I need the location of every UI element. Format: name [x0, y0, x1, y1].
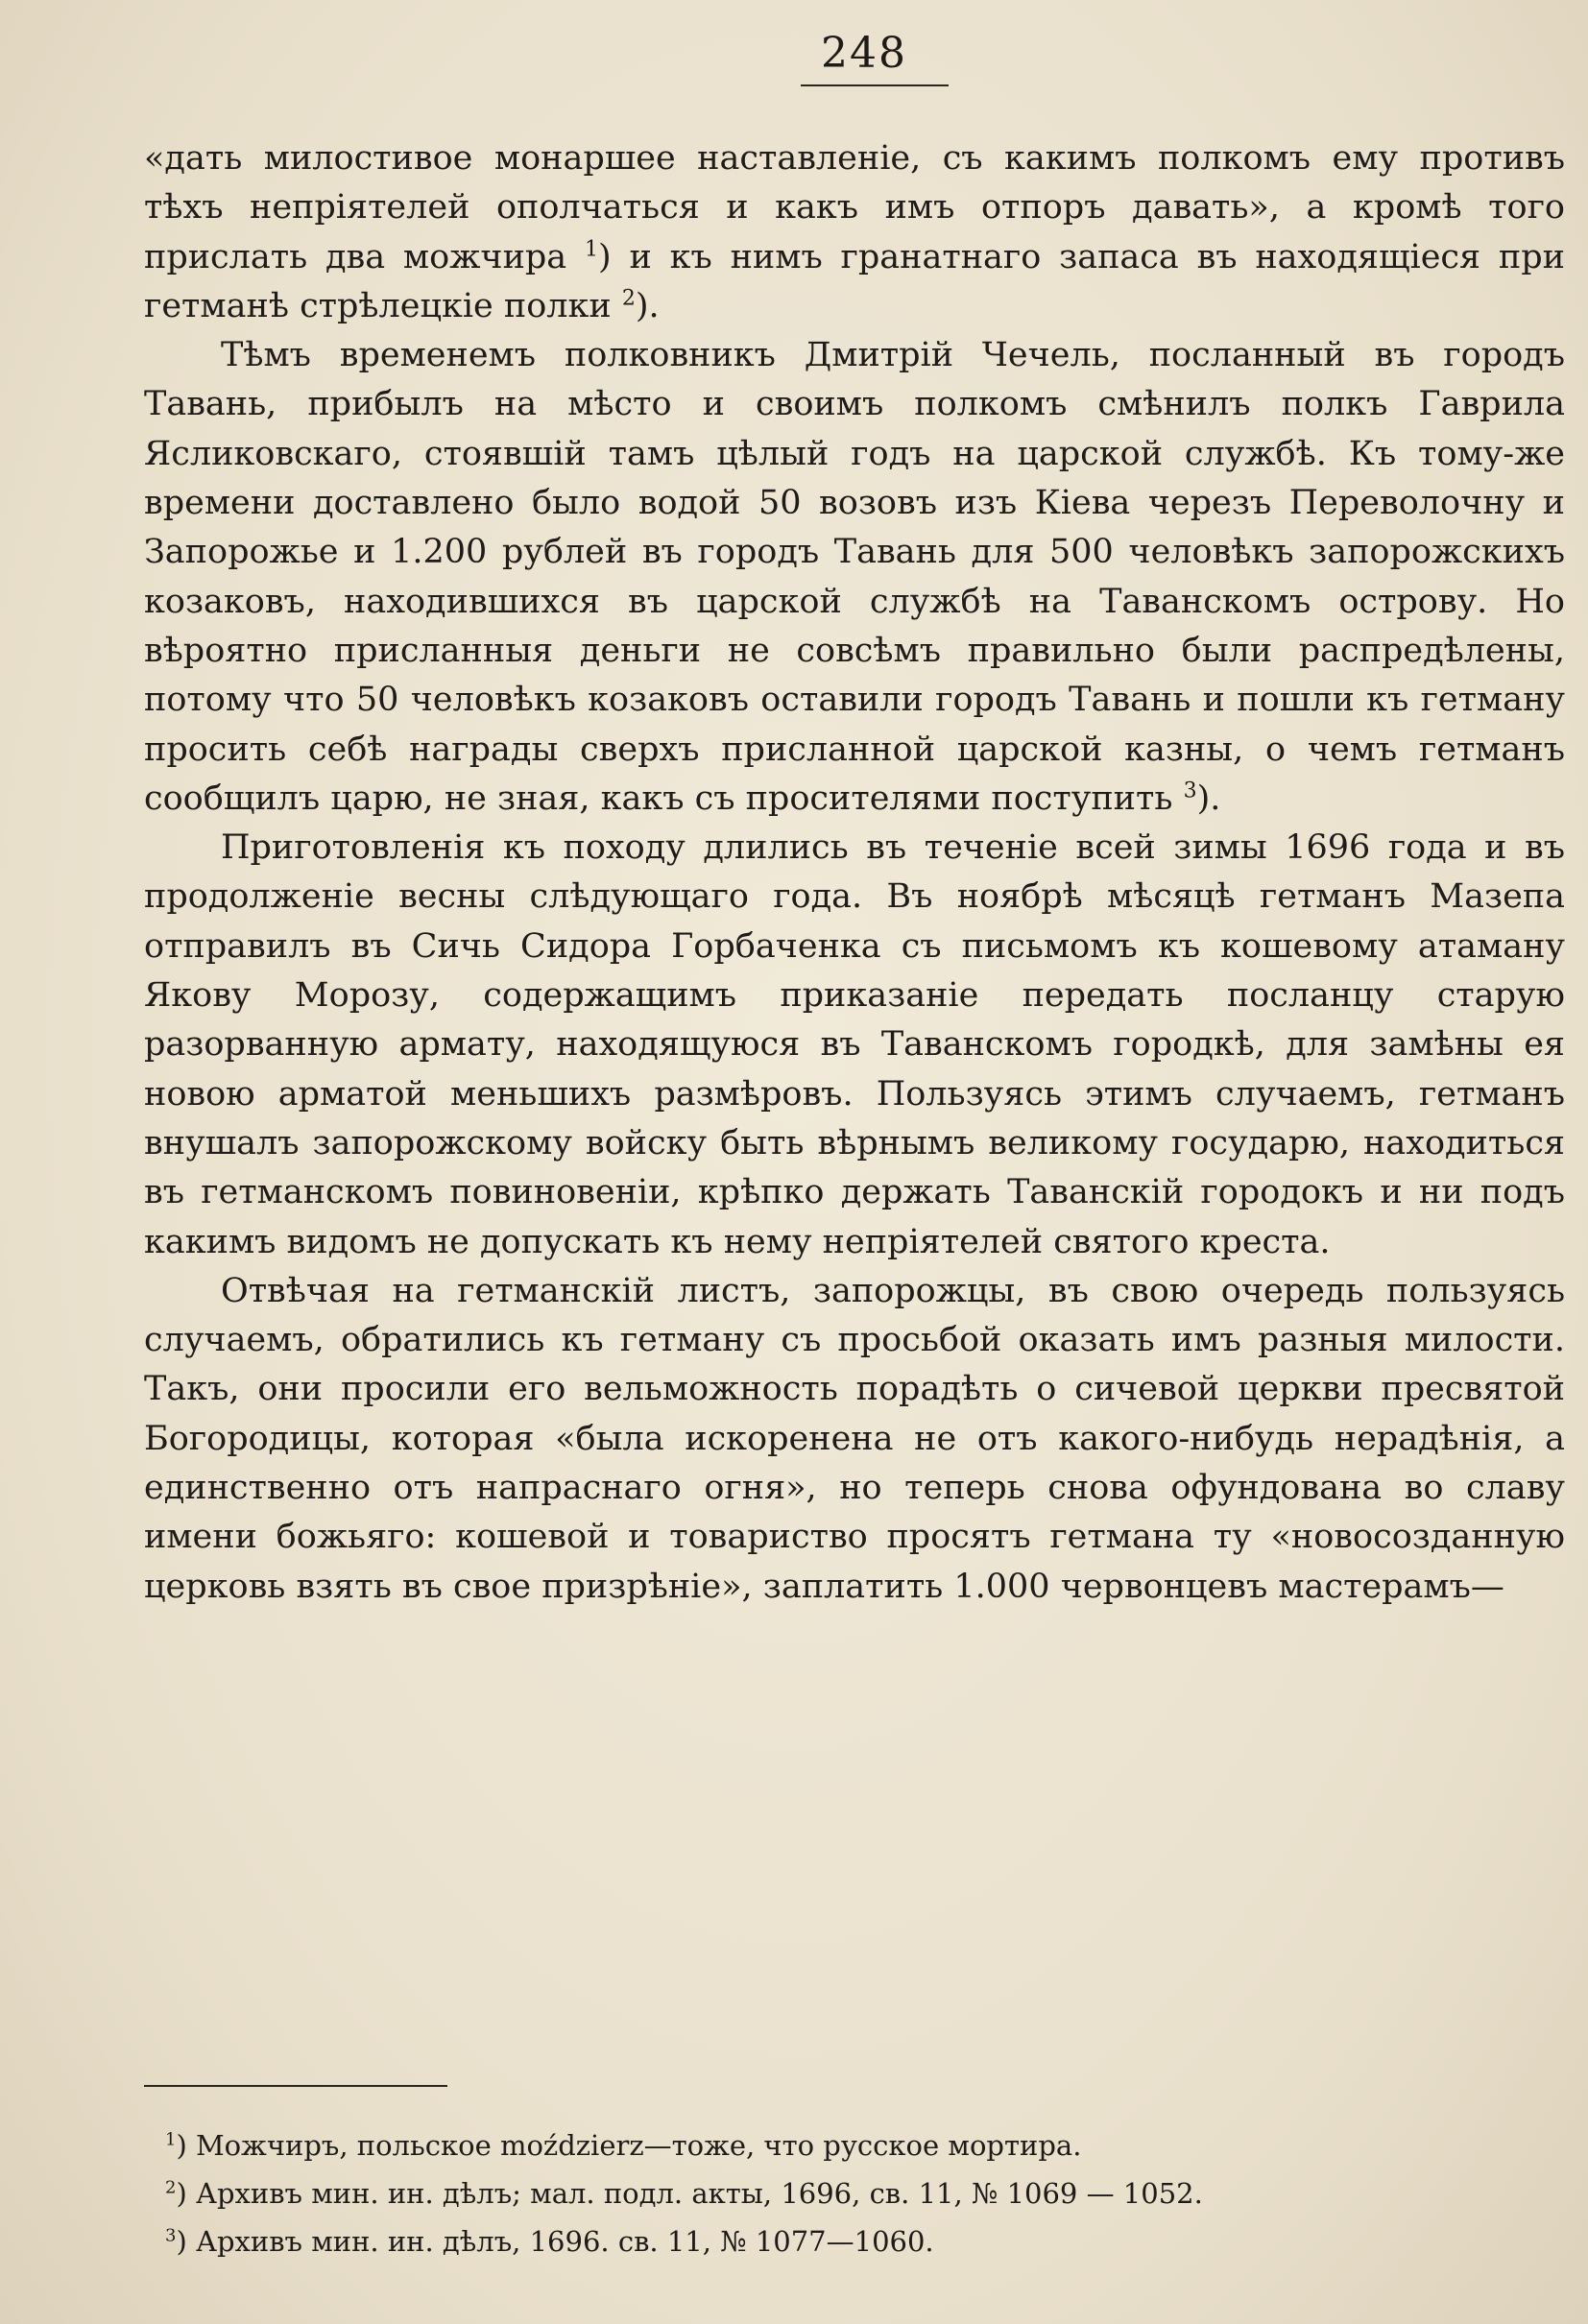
paragraph-text: Тѣмъ временемъ полковникъ Дмитрій Чечель, посланный въ городъ Тавань, прибылъ на мѣсто и своимъ полкомъ смѣнилъ полкъ Гаврила Ясликовскаго, стоявшій тамъ цѣлый годъ на царской службѣ. Къ тому-же времени доставлено было водой 50 возовъ изъ Кіева черезъ Переволочну и Запорожье и 1.200 рублей въ городъ Тавань для 500 человѣкъ запорожскихъ козаковъ, находившихся въ царской службѣ на Таванскомъ острову. Но вѣроятно присланныя деньги не совсѣмъ правильно были распредѣлены, потому что 50 человѣкъ козаковъ оставили городъ Тавань и пошли къ гетману просить себѣ награды сверхъ присланной царской казны, о чемъ гетманъ сообщилъ царю, не зная, какъ съ просителями поступить	[144, 336, 1565, 818]
page-number-rule	[801, 84, 949, 86]
paragraph-text: Отвѣчая на гетманскій листъ, запорожцы, въ свою очередь пользуясь случаемъ, обратились къ гетману съ просьбой оказать имъ разныя милости. Такъ, они просили его вельможность порадѣть о сичевой церкви пресвятой Богородицы, которая «была искоренена не отъ какого-нибудь нерадѣнія, а единственно отъ напраснаго огня», но теперь снова офундована во славу имени божьяго: кошевой и товариство просятъ гетмана ту «новосозданную церковь взять въ свое призрѣніе», заплатить 1.000 червонцевъ мастерамъ—	[144, 1271, 1565, 1606]
footnote-text: ) Можчиръ, польское moździerz—тоже, что русское мортира.	[176, 2129, 1082, 2162]
footnotes	[165, 2121, 1548, 2265]
footnote-mark: 3	[165, 2225, 177, 2246]
paragraph-4	[144, 1267, 1565, 1612]
footnote-rule	[144, 2085, 447, 2087]
footnote-mark: 2	[165, 2177, 177, 2198]
paragraph-2	[144, 331, 1565, 824]
paragraph-text: «дать милостивое монаршее наставленіе, съ какимъ полкомъ ему противъ тѣхъ непріятелей ополчаться и какъ имъ отпоръ давать», а кромѣ того прислать два можчира	[144, 139, 1565, 276]
body-text	[144, 134, 1565, 1612]
paragraph-text: Приготовленія къ походу длились въ теченіе всей зимы 1696 года и въ продолженіе весны слѣдующаго года. Въ ноябрѣ мѣсяцѣ гетманъ Мазепа отправилъ въ Сичь Сидора Горбаченка съ письмомъ къ кошевому атаману Якову Морозу, содержащимъ приказаніе передать посланцу старую разорванную армату, находящуюся въ Таванскомъ городкѣ, для замѣны ея новою арматой меньшихъ размѣровъ. Пользуясь этимъ случаемъ, гетманъ внушалъ запорожскому войску быть вѣрнымъ великому государю, находиться въ гетманскомъ повиновеніи, крѣпко держать Таванскій городокъ и ни подъ какимъ видомъ не допускать къ нему непріятелей святого креста.	[144, 828, 1565, 1261]
footnote-ref-3: 3	[1183, 779, 1197, 803]
footnote-1	[165, 2121, 1548, 2169]
footnote-text: ) Архивъ мин. ин. дѣлъ, 1696. св. 11, № 1077—1060.	[176, 2225, 934, 2258]
footnote-3	[165, 2217, 1548, 2265]
paragraph-text: ) и къ нимъ гранатнаго запаса въ находящіеся при гетманѣ стрѣлецкіе полки	[144, 237, 1565, 325]
footnote-2	[165, 2169, 1548, 2217]
footnote-text: ) Архивъ мин. ин. дѣлъ; мал. подл. акты, 1696, св. 11, № 1069 — 1052.	[176, 2177, 1203, 2210]
footnote-ref-2: 2	[621, 286, 636, 311]
paragraph-text: ).	[635, 286, 660, 325]
paragraph-1	[144, 134, 1565, 331]
paragraph-3	[144, 824, 1565, 1267]
footnote-mark: 1	[165, 2129, 177, 2150]
paragraph-text: ).	[1196, 779, 1221, 818]
page-number: 248	[821, 29, 907, 78]
footnote-ref-1: 1	[585, 236, 598, 261]
